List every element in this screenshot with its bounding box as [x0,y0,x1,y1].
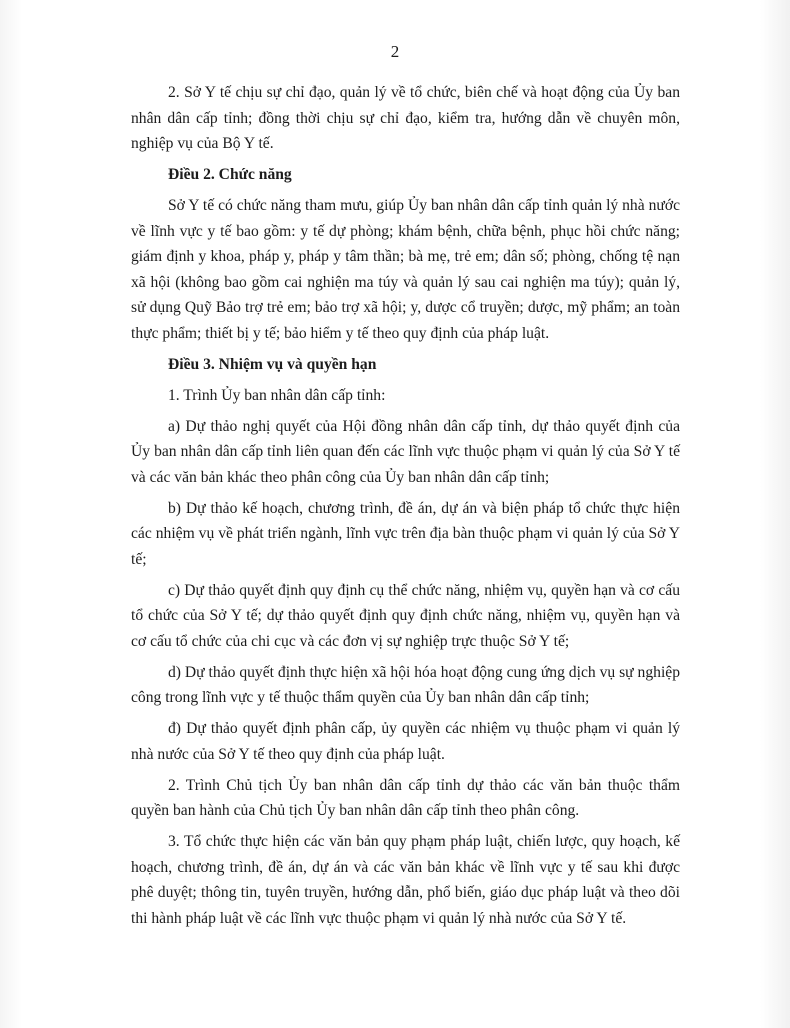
heading-article-2: Điều 2. Chức năng [168,166,292,183]
paragraph-item-3: 3. Tổ chức thực hiện các văn bản quy phạm pháp luật, chiến lược, quy hoạch, kế hoạch, chương trình, đề án, dự án và các văn bản khác về lĩnh vực y tế sau khi được phê duyệt; thông tin, tuyên truyền, hướng dẫn, phổ biến, giáo dục pháp luật và theo dõi thi hành pháp luật về các lĩnh vực thuộc phạm vi quản lý nhà nước của Sở Y tế. [131,833,680,927]
paragraph-item-2: 2. Trình Chủ tịch Ủy ban nhân dân cấp tỉnh dự thảo các văn bản thuộc thẩm quyền ban hành của Chủ tịch Ủy ban nhân dân cấp tỉnh theo phân công. [131,776,680,819]
paragraph-item-1: 1. Trình Ủy ban nhân dân cấp tỉnh: [168,386,386,404]
paragraph-item-dd: đ) Dự thảo quyết định phân cấp, ủy quyền các nhiệm vụ thuộc phạm vi quản lý nhà nước của Sở Y tế theo quy định của pháp luật. [131,720,680,763]
paragraph-function: Sở Y tế có chức năng tham mưu, giúp Ủy ban nhân dân cấp tỉnh quản lý nhà nước về lĩnh vực y tế bao gồm: y tế dự phòng; khám bệnh, chữa bệnh, phục hồi chức năng; giám định y khoa, pháp y, pháp y tâm thần; bà mẹ, trẻ em; dân số; phòng, chống tệ nạn xã hội (không bao gồm cai nghiện ma túy và quản lý sau cai nghiện ma túy); quản lý, sử dụng Quỹ Bảo trợ trẻ em; bảo trợ xã hội; y, dược cổ truyền; dược, mỹ phẩm; an toàn thực phẩm; thiết bị y tế; bảo hiểm y tế theo quy định của pháp luật. [131,197,680,342]
page-number: 2 [390,42,400,61]
heading-article-3: Điều 3. Nhiệm vụ và quyền hạn [168,355,377,373]
paragraph-item-d: d) Dự thảo quyết định thực hiện xã hội hóa hoạt động cung ứng dịch vụ sự nghiệp công trong lĩnh vực y tế thuộc thẩm quyền của Ủy ban nhân dân cấp tỉnh; [131,663,680,706]
paragraph-item-c: c) Dự thảo quyết định quy định cụ thể chức năng, nhiệm vụ, quyền hạn và cơ cấu tổ chức của Sở Y tế; dự thảo quyết định quy định chức năng, nhiệm vụ, quyền hạn và cơ cấu tổ chức của chi cục và các đơn vị sự nghiệp trực thuộc Sở Y tế; [131,581,680,650]
paragraph-item-b: b) Dự thảo kế hoạch, chương trình, đề án, dự án và biện pháp tổ chức thực hiện các nhiệm vụ về phát triển ngành, lĩnh vực trên địa bàn thuộc phạm vi quản lý của Sở Y tế; [131,499,680,568]
document-body [131,80,680,937]
paragraph-clause-2: 2. Sở Y tế chịu sự chỉ đạo, quản lý về tổ chức, biên chế và hoạt động của Ủy ban nhân dân cấp tỉnh; đồng thời chịu sự chỉ đạo, kiểm tra, hướng dẫn về chuyên môn, nghiệp vụ của Bộ Y tế. [131,84,680,152]
paragraph-item-a: a) Dự thảo nghị quyết của Hội đồng nhân dân cấp tỉnh, dự thảo quyết định của Ủy ban nhân dân cấp tỉnh liên quan đến các lĩnh vực thuộc phạm vi quản lý của Sở Y tế và các văn bản khác theo phân công của Ủy ban nhân dân cấp tỉnh; [131,417,680,486]
